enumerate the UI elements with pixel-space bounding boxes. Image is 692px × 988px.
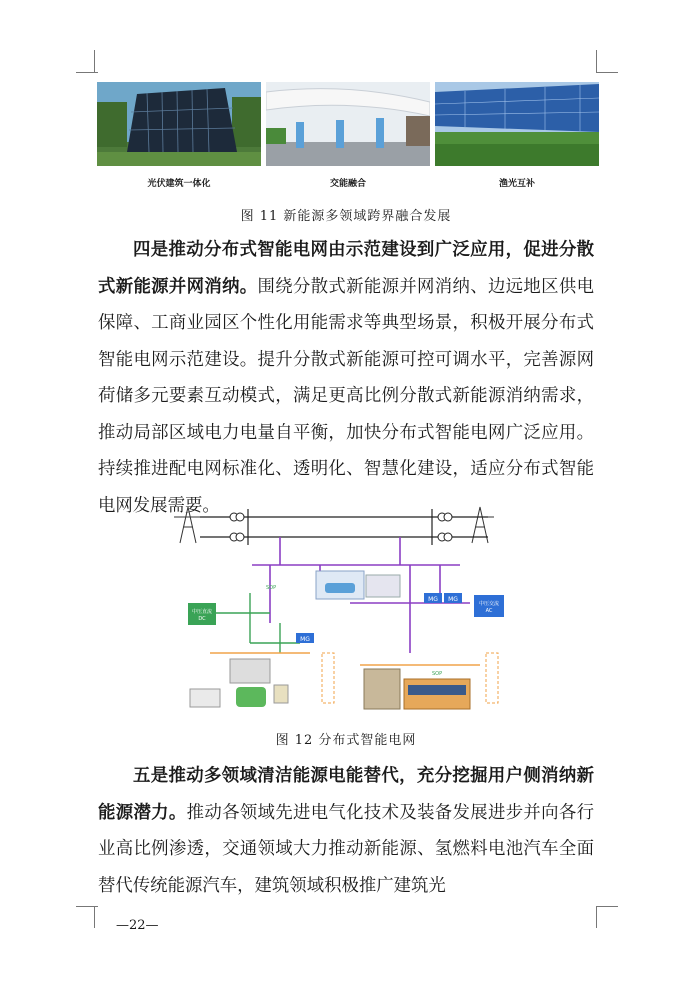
mg-label-2: MG — [428, 596, 438, 603]
photo-fishery-pv — [435, 82, 599, 166]
paragraph-body: 推动各领域先进电气化技术及装备发展进步并向各行业高比例渗透，交通领域大力推动新能源、氢燃料电池汽车全面替代传统能源汽车，建筑领域积极推广建筑光 — [98, 802, 594, 896]
figure-11-caption: 图 11 新能源多领域跨界融合发展 — [240, 209, 452, 224]
ac-label: AC — [485, 608, 493, 614]
mvdc-label: 中压直流 — [191, 609, 213, 615]
photo-bipv-building — [97, 82, 261, 166]
figure-12-caption: 图 12 分布式智能电网 — [275, 733, 417, 748]
mvac-label: 中压交流 — [478, 601, 500, 607]
page-number: —22— — [116, 918, 159, 933]
paragraph-electrification — [98, 758, 594, 904]
mg-label-3: MG — [448, 596, 458, 603]
photo-label-fishery-pv: 渔光互补 — [498, 179, 535, 189]
paragraph-body: 围绕分散式新能源并网消纳、边远地区供电保障、工商业园区个性化用能需求等典型场景，积极开展分布式智能电网示范建设。提升分散式新能源可控可调水平，完善源网荷储多元要素互动模式，满足更高比例分散式新能源消纳需求，推动局部区域电力电量自平衡，加快分布式智能电网广泛应用。持续推进配电网标准化、透明化、智慧化建设，适应分布式智能电网发展需要。 — [98, 276, 594, 516]
paragraph-distributed-grid — [98, 232, 594, 524]
photo-label-transport-energy: 交能融合 — [329, 179, 366, 189]
paragraph-lead: 五是推动多领域清洁能源电能替代，充分挖掘用户侧消纳新能源潜力。 — [98, 766, 594, 823]
sop-label-2: SOP — [432, 671, 443, 677]
dc-label: DC — [198, 616, 206, 622]
photo-label-bipv: 光伏建筑一体化 — [147, 179, 211, 189]
distributed-smart-grid-diagram — [170, 503, 518, 715]
transmission-tower-left-icon — [174, 507, 202, 543]
sop-label-1: SOP — [266, 585, 277, 591]
mg-label-1: MG — [300, 636, 310, 643]
paragraph-lead: 四是推动分布式智能电网由示范建设到广泛应用，促进分散式新能源并网消纳。 — [98, 240, 594, 297]
photo-transport-energy — [266, 82, 430, 166]
